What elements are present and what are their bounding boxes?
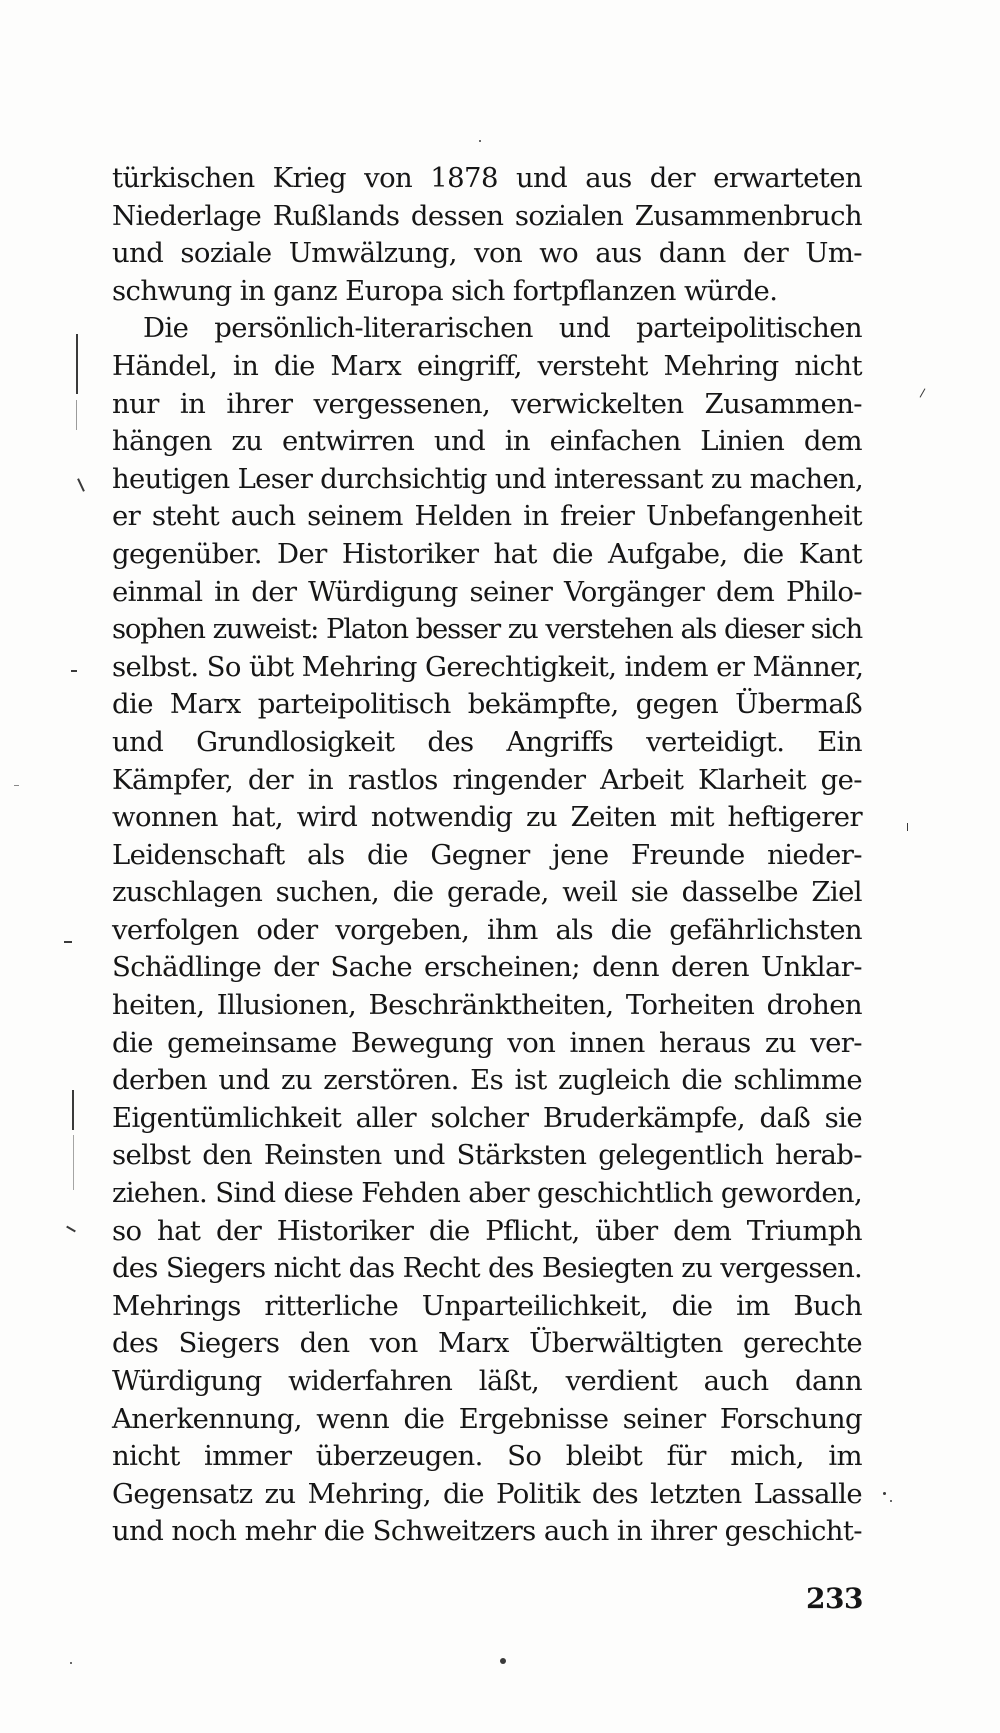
margin-mark	[920, 388, 926, 397]
text-line: Kämpfer, der in rastlos ringender Arbeit Klarheit ge-	[112, 763, 862, 796]
text-line: Niederlage Rußlands dessen sozialen Zusammenbruch	[112, 199, 862, 232]
margin-mark	[73, 1135, 74, 1190]
margin-mark	[71, 670, 77, 672]
text-line: Mehrings ritterliche Unparteilichkeit, die im Buch	[112, 1289, 862, 1322]
text-line: ziehen. Sind diese Fehden aber geschichtlich geworden,	[112, 1177, 862, 1210]
scan-speck	[883, 1492, 886, 1495]
text-line: Die persönlich-literarischen und parteipolitischen	[143, 312, 862, 345]
text-line: heutigen Leser durchsichtig und interessant zu machen,	[112, 462, 864, 495]
text-line: nicht immer überzeugen. So bleibt für mich, im	[112, 1440, 862, 1473]
text-line: Schädlinge der Sache erscheinen; denn deren Unklar-	[112, 951, 862, 984]
text-line: zuschlagen suchen, die gerade, weil sie dasselbe Ziel	[112, 876, 862, 909]
text-line: des Siegers den von Marx Überwältigten gerechte	[112, 1327, 862, 1360]
scan-speck	[500, 1658, 506, 1664]
text-line: sophen zuweist: Platon besser zu verstehen als dieser sich	[112, 613, 862, 646]
margin-mark	[76, 334, 78, 394]
text-line: derben und zu zerstören. Es ist zugleich die schlimme	[112, 1064, 862, 1097]
scan-speck	[890, 1500, 892, 1502]
text-line: die gemeinsame Bewegung von innen heraus zu ver-	[112, 1026, 862, 1059]
text-line: selbst. So übt Mehring Gerechtigkeit, indem er Männer,	[112, 650, 864, 683]
text-line: hängen zu entwirren und in einfachen Linien dem	[112, 425, 862, 458]
text-line: Händel, in die Marx eingriff, versteht Mehring nicht	[112, 349, 862, 382]
text-line: schwung in ganz Europa sich fortpflanzen würde.	[112, 274, 778, 307]
text-line: heiten, Illusionen, Beschränktheiten, Torheiten drohen	[112, 989, 862, 1022]
text-line: und Grundlosigkeit des Angriffs verteidigt. Ein	[112, 725, 862, 758]
margin-mark	[76, 400, 77, 430]
text-line: des Siegers nicht das Recht des Besiegten zu vergessen.	[112, 1252, 862, 1285]
margin-mark	[64, 941, 72, 943]
text-line: Würdigung widerfahren läßt, verdient auch dann	[112, 1365, 862, 1397]
scan-speck	[479, 140, 481, 142]
text-line: Leidenschaft als die Gegner jene Freunde nieder-	[112, 838, 862, 871]
margin-mark	[66, 1226, 76, 1233]
text-line: und soziale Umwälzung, von wo aus dann der Um-	[112, 237, 862, 270]
text-line: gegenüber. Der Historiker hat die Aufgabe, die Kant	[112, 537, 862, 570]
margin-mark	[72, 1090, 74, 1130]
text-line: Eigentümlichkeit aller solcher Bruderkämpfe, daß sie	[112, 1101, 862, 1134]
margin-mark	[907, 823, 908, 831]
text-line: Gegensatz zu Mehring, die Politik des letzten Lassalle	[112, 1477, 862, 1510]
text-line: verfolgen oder vorgeben, ihm als die gefährlichsten	[112, 913, 862, 946]
text-line: türkischen Krieg von 1878 und aus der erwarteten	[112, 162, 862, 194]
body-text	[112, 160, 862, 1551]
scan-speck	[70, 1662, 72, 1664]
text-line: einmal in der Würdigung seiner Vorgänger dem Philo-	[112, 575, 862, 608]
text-line: und noch mehr die Schweitzers auch in ihrer geschicht-	[112, 1515, 862, 1548]
text-line: selbst den Reinsten und Stärksten gelegentlich herab-	[112, 1139, 862, 1172]
margin-mark	[14, 785, 19, 786]
text-line: nur in ihrer vergessenen, verwickelten Zusammen-	[112, 387, 862, 420]
margin-mark	[77, 478, 85, 492]
page-number: 233	[806, 1582, 863, 1615]
text-line: die Marx parteipolitisch bekämpfte, gegen Übermaß	[112, 688, 862, 721]
text-line: so hat der Historiker die Pflicht, über dem Triumph	[112, 1214, 862, 1247]
text-line: Anerkennung, wenn die Ergebnisse seiner Forschung	[112, 1402, 862, 1435]
text-line: wonnen hat, wird notwendig zu Zeiten mit heftigerer	[112, 801, 862, 834]
text-line: er steht auch seinem Helden in freier Unbefangenheit	[112, 500, 862, 533]
